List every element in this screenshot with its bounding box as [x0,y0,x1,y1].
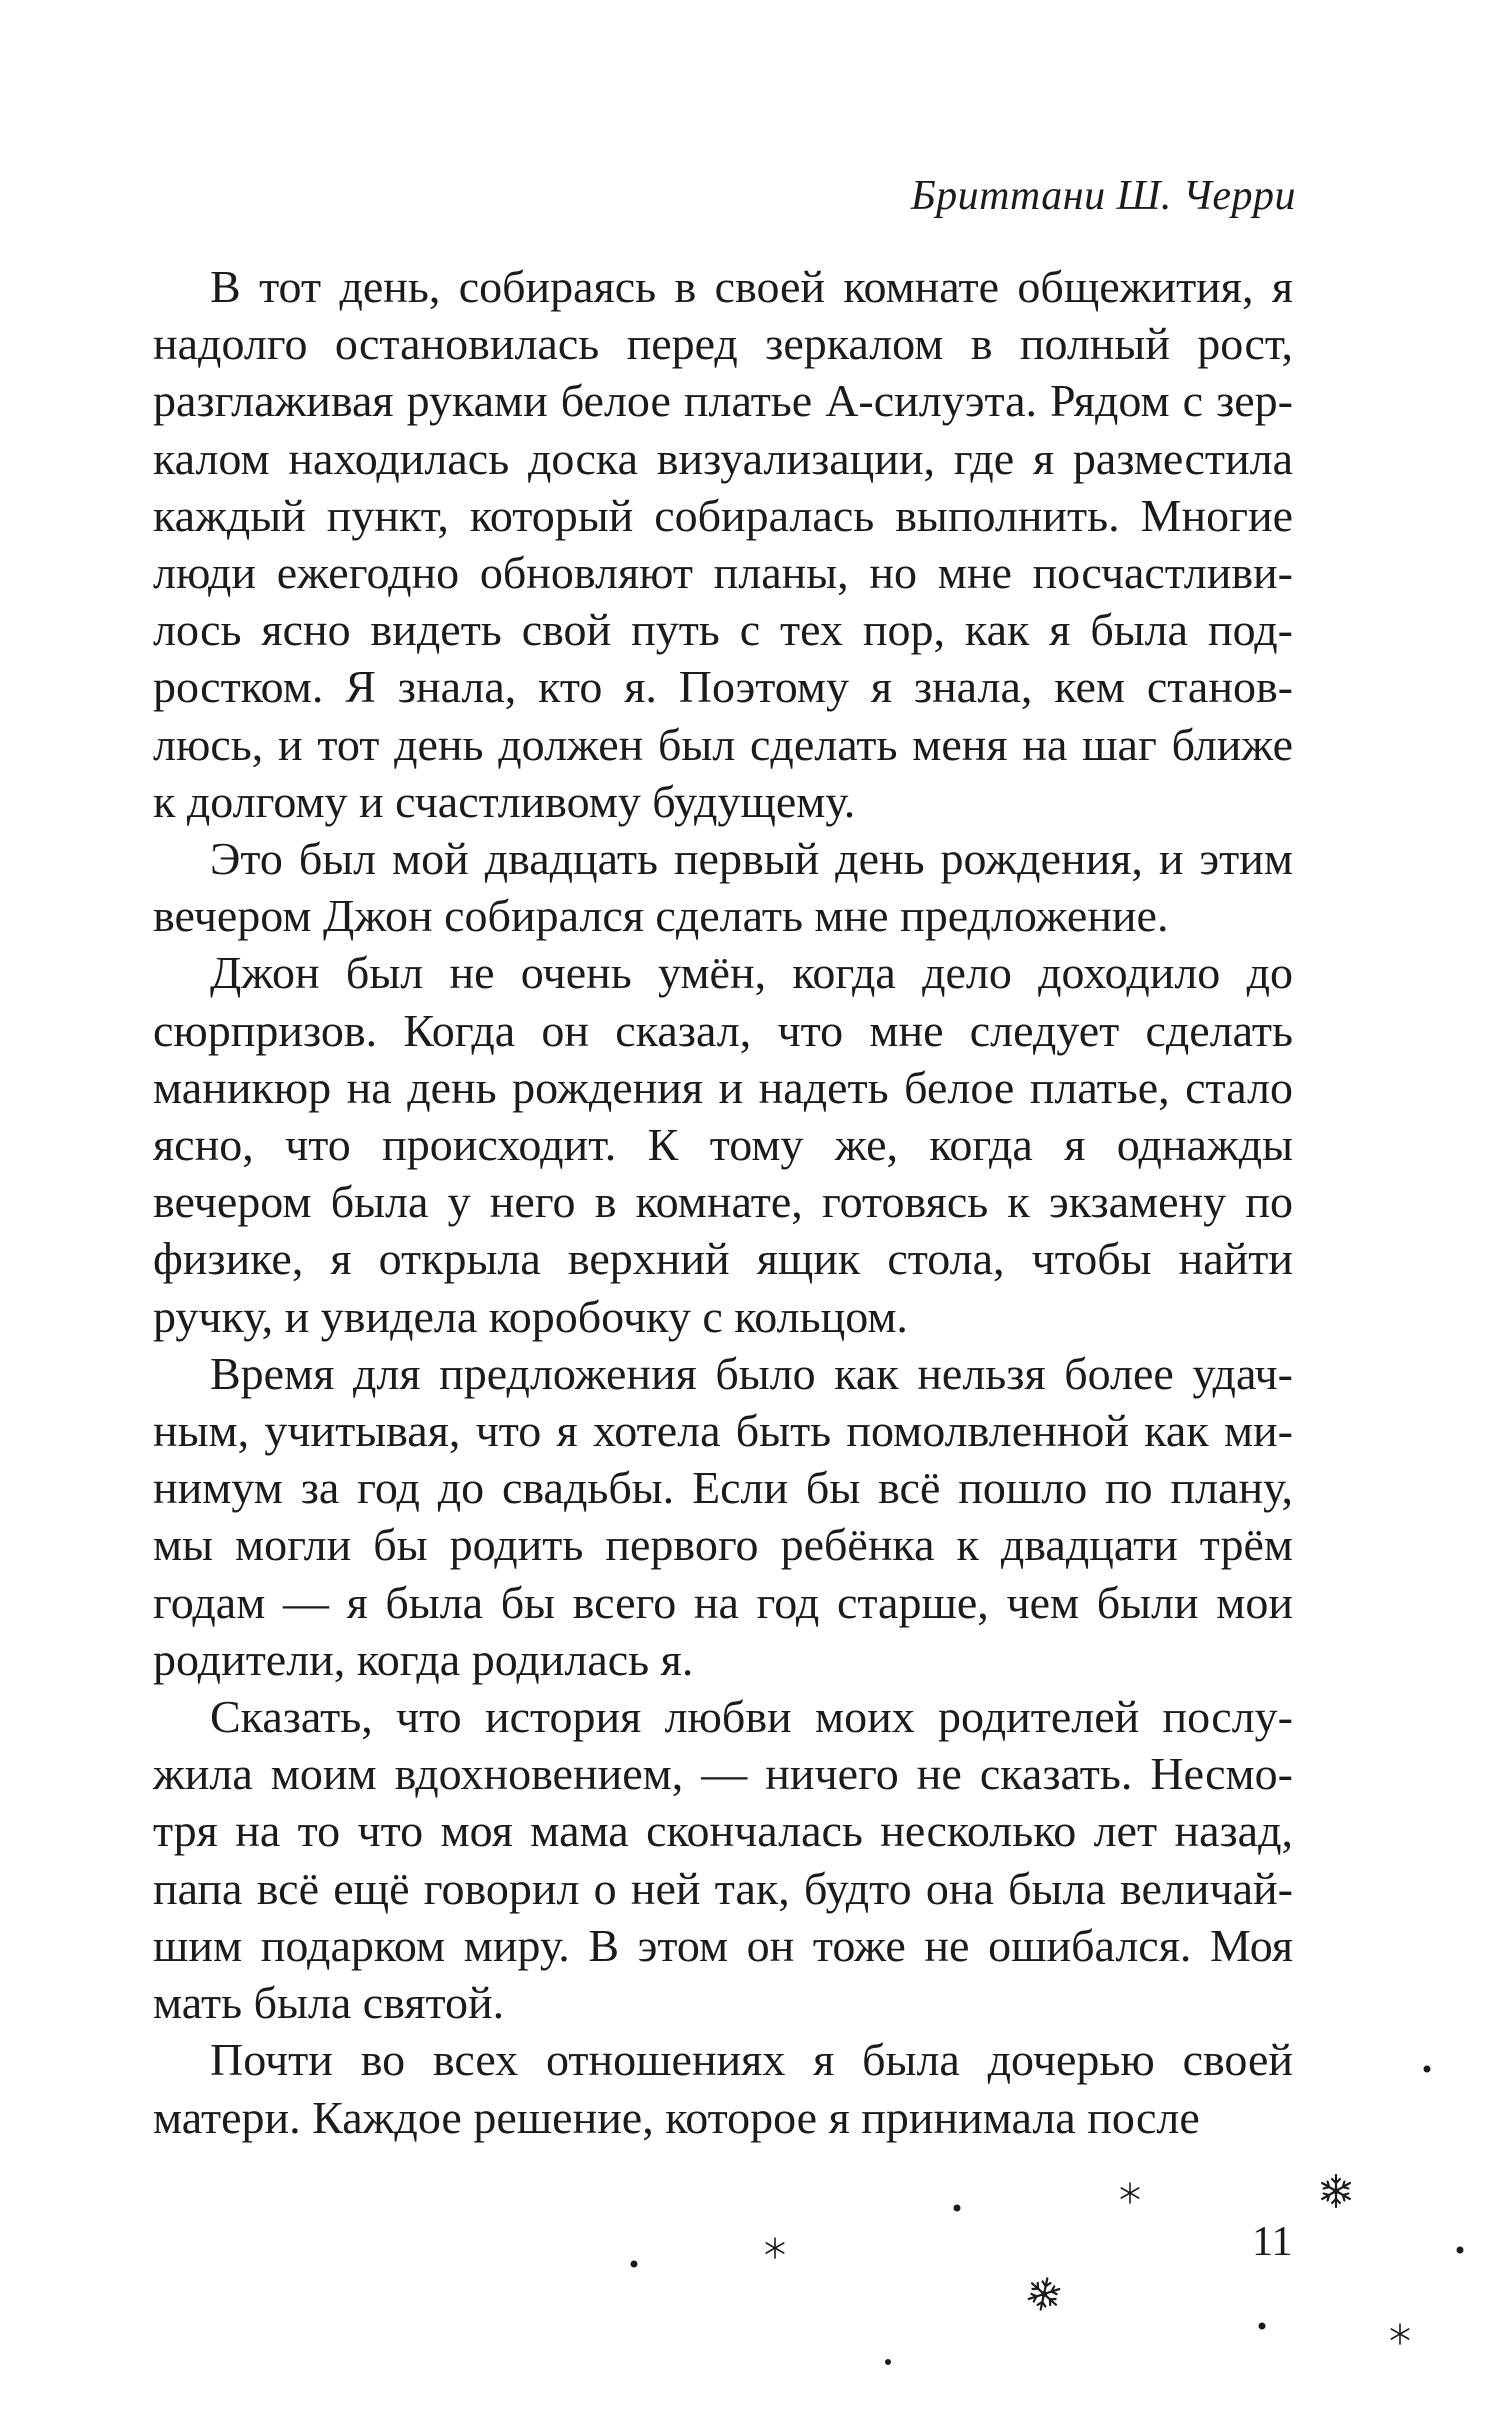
dot-icon [885,2359,891,2365]
snowflake-icon [1121,2183,1138,2203]
dot-icon [631,2261,638,2268]
paragraph: Почти во всех отношениях я была дочерью своей матери. Каждое решение, которое я принимала после [153,2034,1293,2143]
paragraph: Время для предложения было как нельзя более удачным, учитывая, что я хотела быть помолвленной как минимум за год до свадьбы. Если бы всё пошло по плану, мы могли бы родить первого ребёнка к двадцати трём годам — я была бы всего на год старше, чем были мои родители, когда родилась я. [153,1347,1293,1685]
snowflake-icon [766,2238,783,2258]
dot-icon [1424,2066,1431,2073]
dot-icon [1457,2247,1464,2254]
paragraph: В тот день, собираясь в своей комнате общежития, я надолго остановилась перед зеркалом в полный рост, разглаживая руками белое платье А-силуэта. Рядом с зеркалом находилась доска визуализации, где я разместила каждый пункт, который собиралась выполнить. Многие люди ежегодно обновляют планы, но мне посчастливилось ясно видеть свой путь с тех пор, как я была подростком. Я знала, кто я. Поэтому я знала, кем становлюсь, и тот день должен был сделать меня на шаг ближе к долгому и счастливому будущему. [153,261,1293,827]
page-number: 11 [1252,2219,1293,2265]
snowflake-icon [1027,2275,1061,2312]
running-head-author: Бриттани Ш. Черри [910,173,1296,219]
snowflake-icon [1322,2175,1350,2207]
paragraph: Сказать, что история любви моих родителей послужила моим вдохновением, — ничего не сказать. Несмотря на то что моя мама скончалась несколько лет назад, папа всё ещё говорил о ней так, будто она была величайшим подарком миру. В этом он тоже не ошибался. Моя мать была святой. [153,1691,1293,2029]
dot-icon [954,2205,961,2212]
dot-icon [1259,2323,1266,2330]
paragraph: Это был мой двадцать первый день рождения, и этим вечером Джон собирался сделать мне предложение. [153,833,1293,942]
snowflake-icon [1391,2324,1408,2344]
body-text [153,258,1293,2146]
paragraph: Джон был не очень умён, когда дело доходило до сюрпризов. Когда он сказал, что мне следует сделать маникюр на день рождения и надеть белое платье, стало ясно, что происходит. К тому же, когда я однажды вечером была у него в комнате, готовясь к экзамену по физике, я открыла верхний ящик стола, чтобы найти ручку, и увидела коробочку с кольцом. [153,947,1293,1342]
